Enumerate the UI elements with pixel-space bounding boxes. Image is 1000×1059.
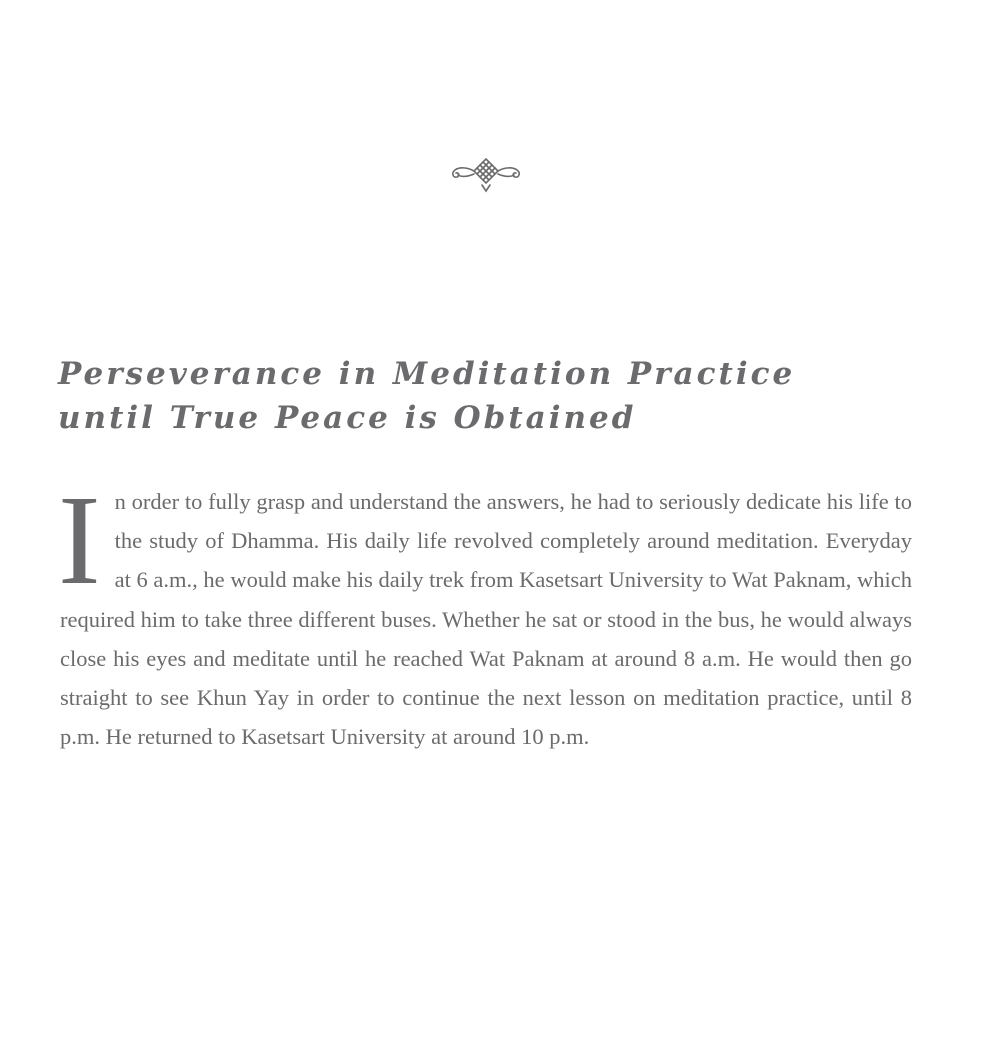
- floral-knot-ornament-icon: [447, 155, 525, 197]
- chapter-title: [58, 352, 938, 440]
- drop-cap: I: [58, 469, 101, 611]
- body-paragraph: [58, 469, 912, 756]
- paragraph-text: n order to fully grasp and understand the answers, he had to seriously dedicate his life to the study of Dhamma. His daily life revolved completely around meditation. Everyday at 6 a.m., he would make his daily trek from Kasetsart University to Wat Paknam, which required him to take three different buses. Whether he sat or stood in the bus, he would always close his eyes and meditate until he reached Wat Paknam at around 8 a.m. He would then go straight to see Khun Yay in order to continue the next lesson on meditation practice, until 8 p.m. He returned to Kasetsart University at around 10 p.m.: [60, 489, 912, 750]
- chapter-title-line-2: until True Peace is Obtained: [58, 400, 637, 436]
- chapter-title-line-1: Perseverance in Meditation Practice: [58, 356, 796, 392]
